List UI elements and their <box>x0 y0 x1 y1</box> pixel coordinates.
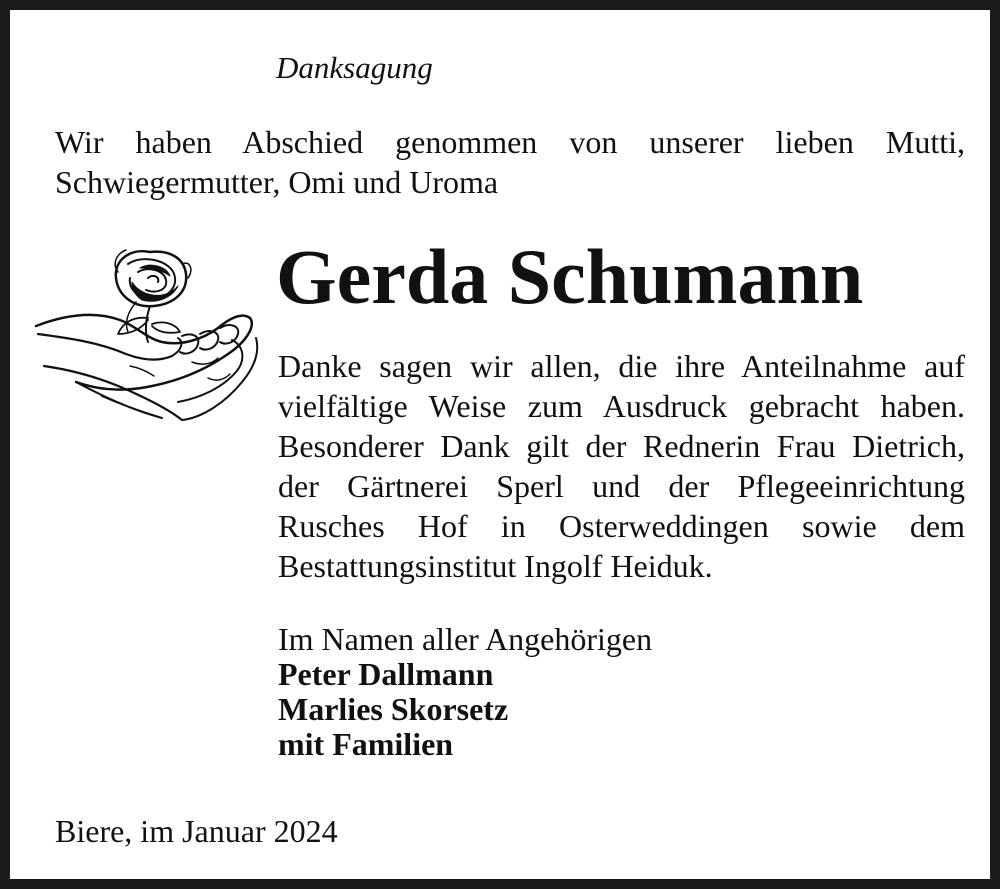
intro-text <box>55 122 965 202</box>
signer-name: Peter Dallmann <box>278 656 494 692</box>
deceased-name: Gerda Schumann <box>276 233 864 320</box>
signer-name: Marlies Skorsetz <box>278 691 509 727</box>
signer-families: mit Familien <box>278 726 454 762</box>
thanks-line: der Gärtnerei Sperl und der Pflegeeinrichtung <box>278 468 965 504</box>
signoff-block <box>278 622 652 762</box>
thanks-line: vielfältige Weise zum Ausdruck gebracht haben. <box>278 388 965 424</box>
place-and-date: Biere, im Januar 2024 <box>55 813 338 849</box>
notice-header: Danksagung <box>276 50 433 85</box>
signoff-intro: Im Namen aller Angehörigen <box>278 621 653 657</box>
thanks-line: Rusches Hof in Osterweddingen sowie dem <box>278 508 965 544</box>
rose-in-hands-icon <box>32 242 262 428</box>
thanks-line: Danke sagen wir allen, die ihre Anteilnahme auf <box>278 348 965 384</box>
thanks-line: Bestattungsinstitut Ingolf Heiduk. <box>278 548 713 584</box>
intro-line-2: Schwiegermutter, Omi und Uroma <box>55 164 499 200</box>
intro-line-1: Wir haben Abschied genommen von unserer lieben Mutti, <box>55 124 965 160</box>
thanks-line: Besonderer Dank gilt der Rednerin Frau Dietrich, <box>278 428 965 464</box>
thanks-paragraph <box>278 346 965 586</box>
